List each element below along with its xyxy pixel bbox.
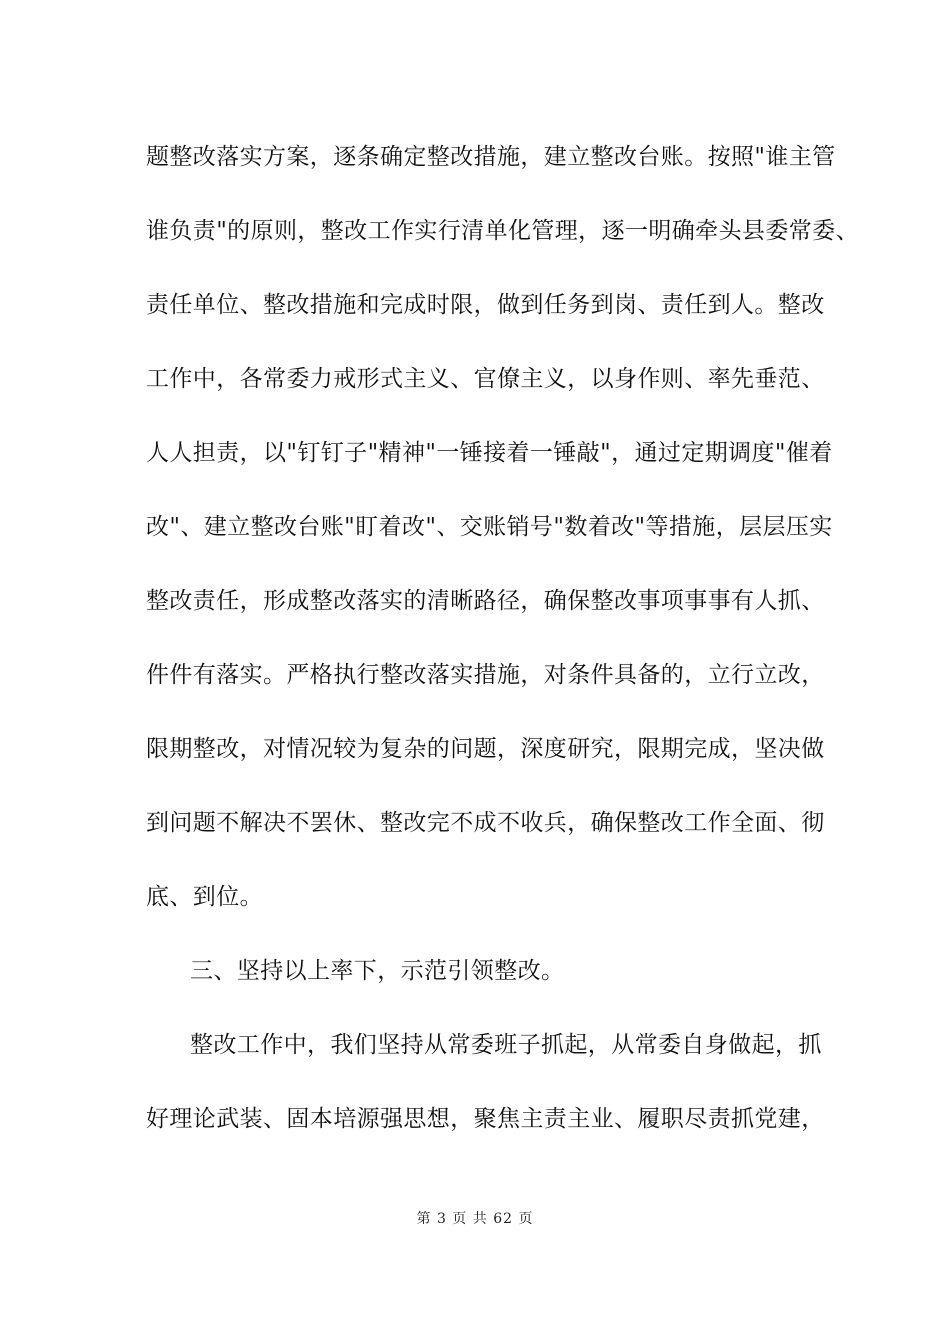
body-line-12: 整改工作中，我们坚持从常委班子抓起，从常委自身做起，抓 <box>190 1032 822 1058</box>
body-line-2: 谁负责"的原则，整改工作实行清单化管理，逐一明确牵头县委常委、 <box>146 218 859 244</box>
body-line-5: 人人担责，以"钉钉子"精神"一锤接着一锤敲"，通过定期调度"催着 <box>146 440 833 466</box>
body-line-13: 好理论武装、固本培源强思想，聚焦主责主业、履职尽责抓党建， <box>146 1106 825 1132</box>
section-heading: 三、坚持以上率下，示范引领整改。 <box>190 958 565 984</box>
body-line-4: 工作中，各常委力戒形式主义、官僚主义，以身作则、率先垂范、 <box>146 366 825 392</box>
page-number-footer: 第 3 页 共 62 页 <box>416 1211 534 1227</box>
body-line-10: 到问题不解决不罢休、整改完不成不收兵，确保整改工作全面、彻 <box>146 810 825 836</box>
body-line-6: 改"、建立整改台账"盯着改"、交账销号"数着改"等措施，层层压实 <box>146 514 833 540</box>
body-line-3: 责任单位、整改措施和完成时限，做到任务到岗、责任到人。整改 <box>146 292 825 318</box>
body-line-8: 件件有落实。严格执行整改落实措施，对条件具备的，立行立改， <box>146 662 825 688</box>
body-line-9: 限期整改，对情况较为复杂的问题，深度研究，限期完成，坚决做 <box>146 736 825 762</box>
body-line-1: 题整改落实方案，逐条确定整改措施，建立整改台账。按照"谁主管 <box>146 144 836 170</box>
body-line-7: 整改责任，形成整改落实的清晰路径，确保整改事项事事有人抓、 <box>146 588 825 614</box>
body-line-11: 底、到位。 <box>146 884 263 910</box>
